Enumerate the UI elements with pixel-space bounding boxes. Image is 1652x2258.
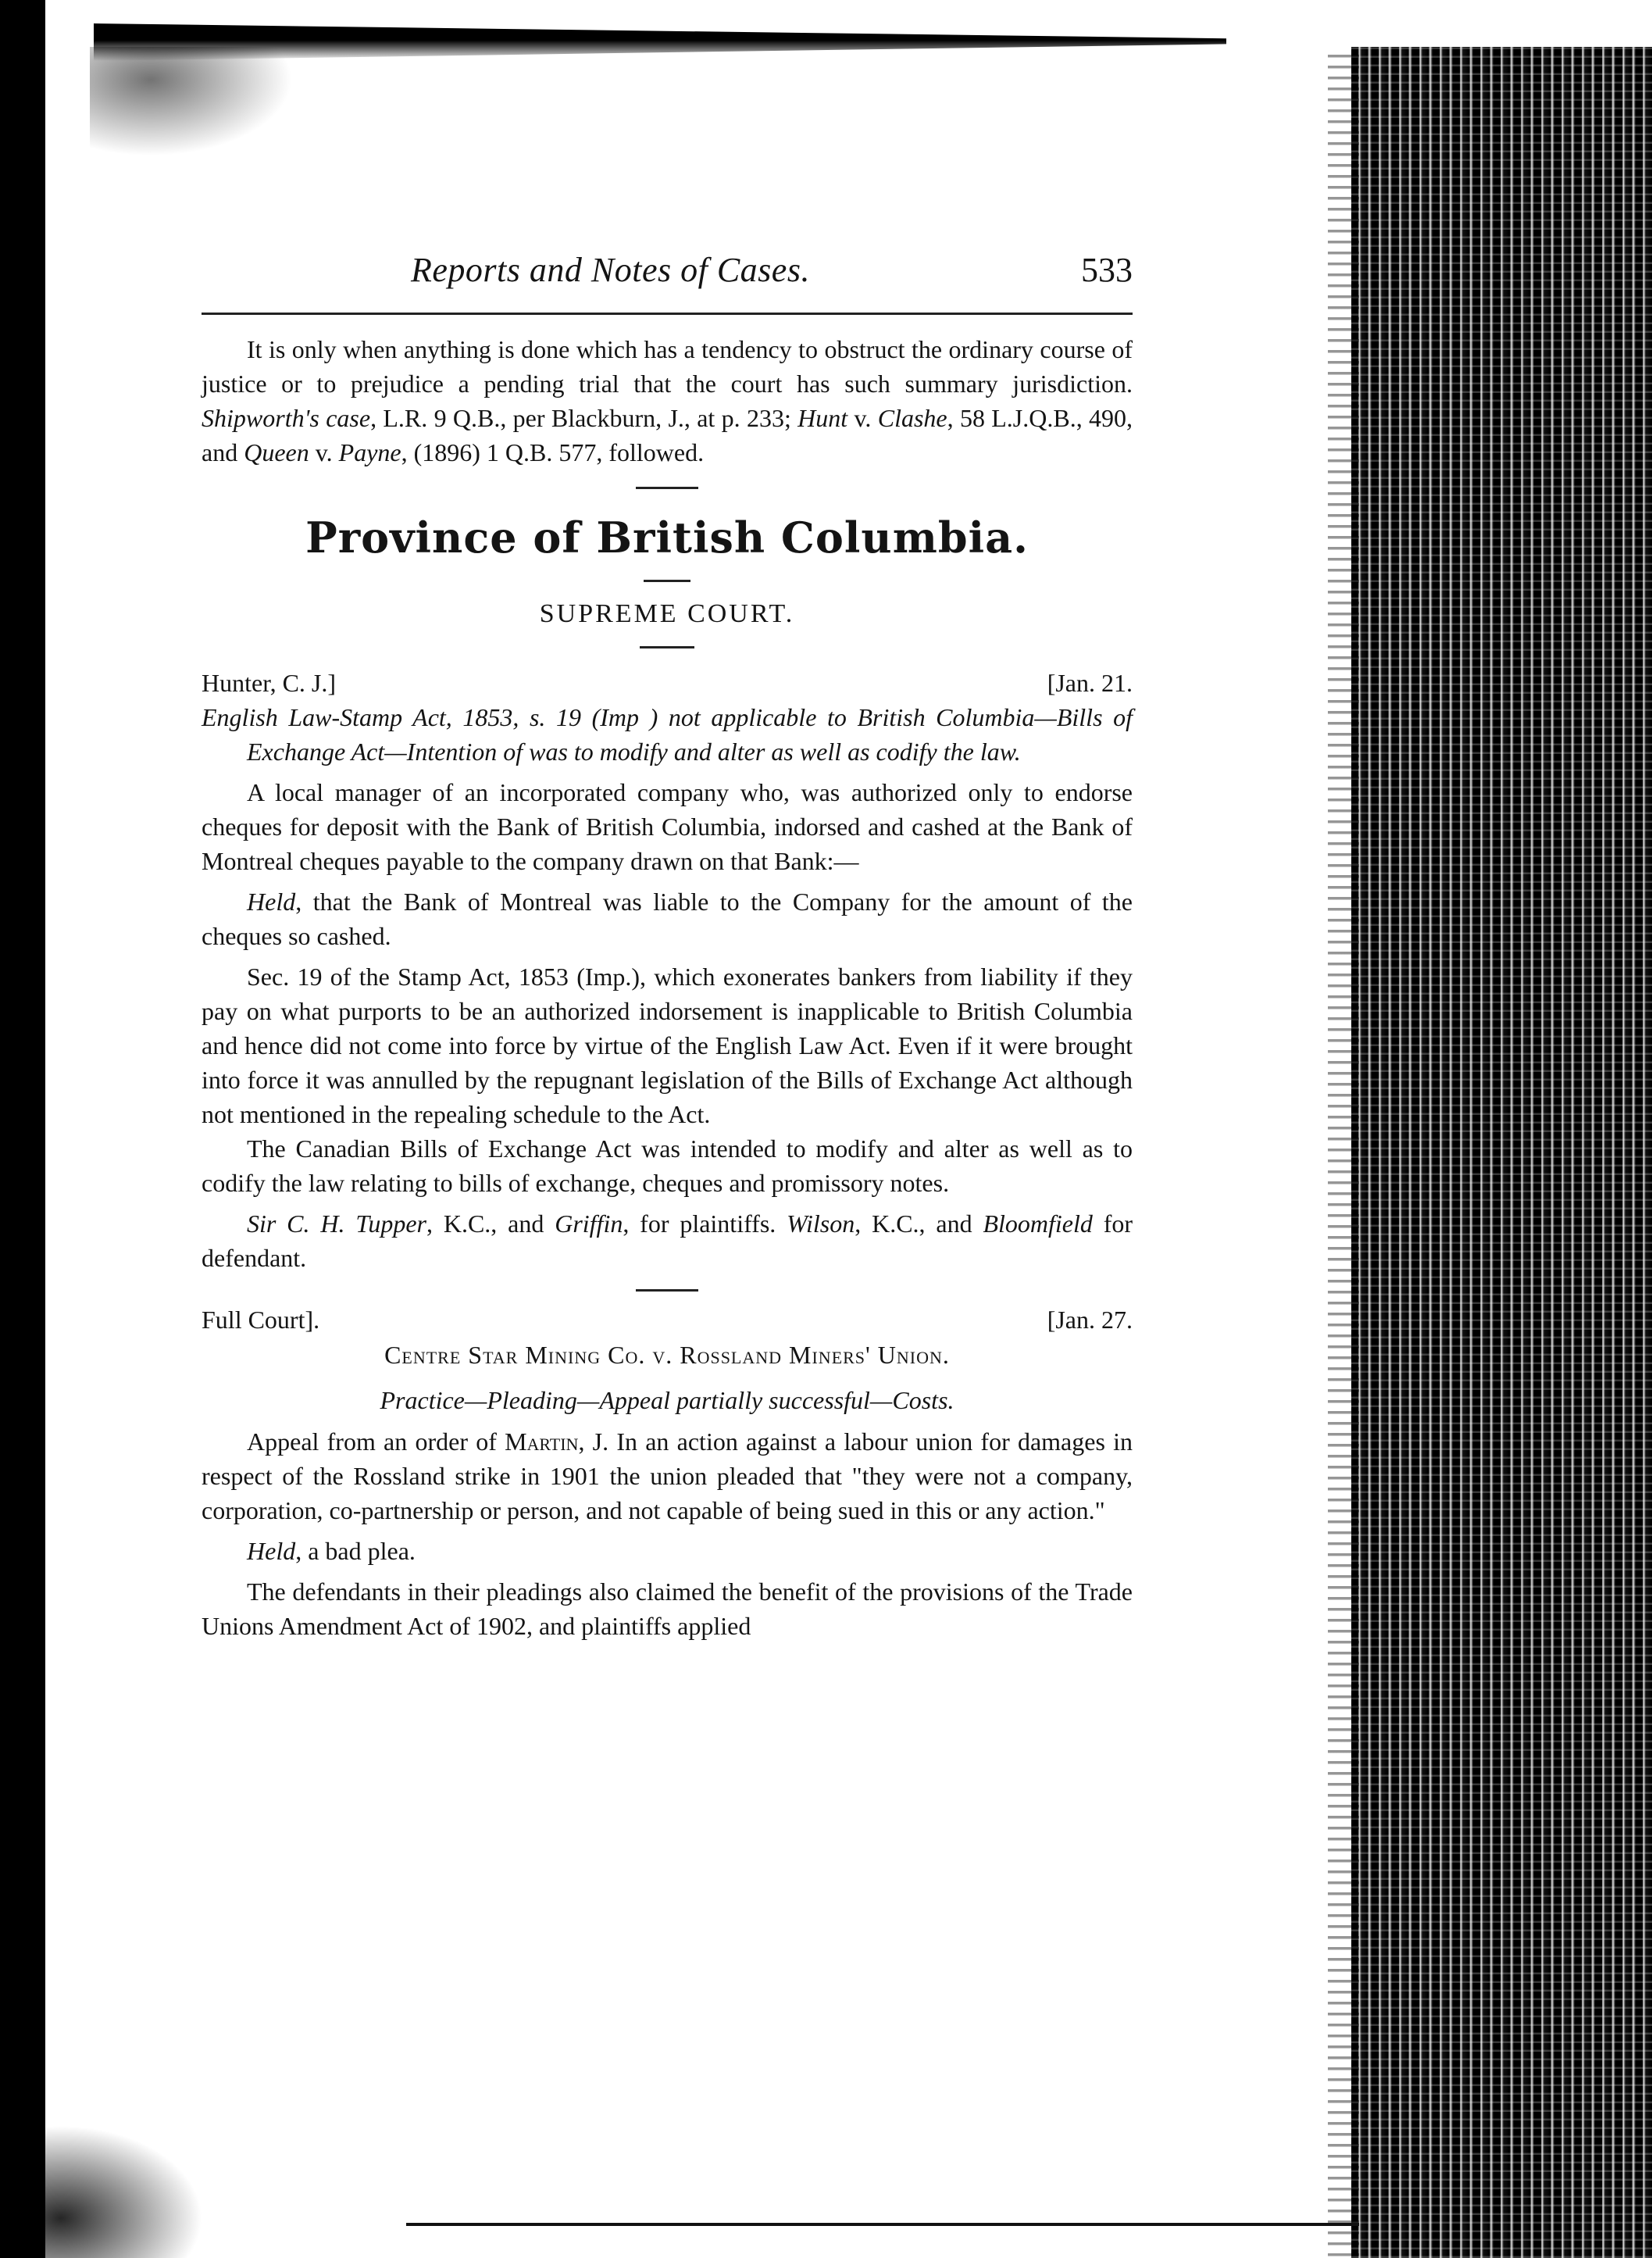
case-title: Centre Star Mining Co. v. Rossland Miners' Union.: [384, 1341, 950, 1369]
case-headnote: English Law-Stamp Act, 1853, s. 19 (Imp ) not applicable to British Columbia—Bills of Exchange Act—Intention of was to modify and alter as well as codify the law.: [202, 703, 1133, 766]
case-facts: A local manager of an incorporated company who, was authorized only to endorse cheques for deposit with the Bank of British Columbia, indorsed and cashed at the Bank of Montreal cheques payable to the company drawn on that Bank:—: [202, 778, 1133, 875]
case-continuation: The defendants in their pleadings also claimed the benefit of the provisions of the Trade Unions Amendment Act of 1902, and plaintiffs applied: [202, 1577, 1133, 1640]
section-heading: Province of British Columbia.: [305, 513, 1029, 563]
separator-rule: [644, 580, 690, 582]
page-number: 533: [1081, 251, 1133, 289]
case-court: Full Court].: [202, 1306, 320, 1334]
separator-rule: [636, 487, 698, 489]
intro-paragraph: It is only when anything is done which has a tendency to obstruct the ordinary course of justice or to prejudice a pending trial that the court has such summary jurisdiction. Shipworth's case, L.R. 9 Q.B., per Blackburn, J., at p. 233; Hunt v. Clashe, 58 L.J.Q.B., 490, and Queen v. Payne, (1896) 1 Q.B. 577, followed.: [202, 335, 1133, 466]
running-head: [202, 250, 1133, 315]
case-judge: Hunter, C. J.]: [202, 669, 337, 697]
case-facts: Appeal from an order of Martin, J. In an action against a labour union for damages in respect of the Rossland strike in 1901 the union pleaded that "they were not a company, corporation, co-partnership or person, and not capable of being sued in this or any action.": [202, 1427, 1133, 1524]
separator-rule: [636, 1289, 698, 1292]
scan-bottom-left-smudge: [0, 2125, 203, 2258]
document-page: [202, 250, 1133, 1643]
case-counsel: Sir C. H. Tupper, K.C., and Griffin, for plaintiffs. Wilson, K.C., and Bloomfield for defendant.: [202, 1209, 1133, 1272]
scan-right-band-edge: [1328, 55, 1359, 2258]
separator-rule: [640, 646, 694, 648]
court-heading: SUPREME COURT.: [539, 599, 795, 628]
case-header: [202, 1302, 1133, 1337]
case-held: Held, a bad plea.: [247, 1537, 416, 1565]
case-conclusion: The Canadian Bills of Exchange Act was intended to modify and alter as well as to codify the law relating to bills of exchange, cheques and promissory notes.: [202, 1134, 1133, 1197]
case-held: Held, that the Bank of Montreal was liable to the Company for the amount of the cheques so cashed.: [202, 888, 1133, 950]
scan-left-edge: [0, 0, 45, 2258]
case-date: [Jan. 21.: [1047, 669, 1133, 697]
case-reasoning: Sec. 19 of the Stamp Act, 1853 (Imp.), which exonerates bankers from liability if they pay on what purports to be an authorized indorsement is inapplicable to British Columbia and hence did not come into force by virtue of the English Law Act. Even if it were brought into force it was annulled by the repugnant legislation of the Bills of Exchange Act although not mentioned in the repealing schedule to the Act.: [202, 963, 1133, 1128]
scan-bottom-rule: [406, 2223, 1359, 2226]
case-header: [202, 666, 1133, 700]
running-title: Reports and Notes of Cases.: [411, 251, 810, 289]
scan-right-band-noise: [1351, 47, 1652, 2258]
case-date: [Jan. 27.: [1047, 1306, 1133, 1334]
case-subheading: Practice—Pleading—Appeal partially successful—Costs.: [380, 1386, 954, 1414]
scan-top-left-smudge: [90, 47, 293, 156]
